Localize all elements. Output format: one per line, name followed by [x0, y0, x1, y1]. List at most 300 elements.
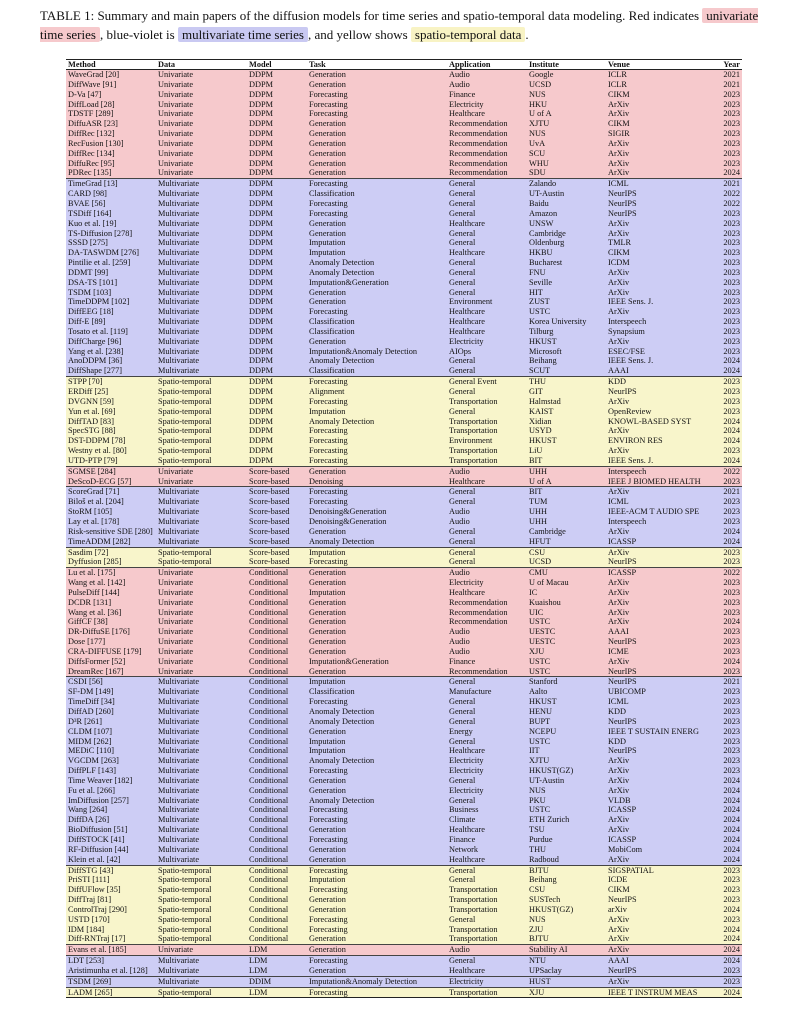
- cell-task: Imputation&Anomaly Detection: [307, 976, 447, 987]
- cell-data: Univariate: [156, 129, 247, 139]
- cell-task: Anomaly Detection: [307, 356, 447, 366]
- cell-method: Wang et al. [36]: [66, 608, 156, 618]
- cell-application: Electricity: [447, 100, 527, 110]
- cell-year: 2023: [710, 667, 742, 677]
- cell-application: Audio: [447, 637, 527, 647]
- cell-venue: ArXiv: [606, 588, 710, 598]
- cell-task: Generation: [307, 119, 447, 129]
- cell-application: General: [447, 697, 527, 707]
- cell-application: AIOps: [447, 347, 527, 357]
- cell-venue: KDD: [606, 737, 710, 747]
- cell-institute: Beihang: [527, 356, 606, 366]
- cell-data: Multivariate: [156, 288, 247, 298]
- cell-data: Multivariate: [156, 855, 247, 865]
- cell-task: Generation: [307, 667, 447, 677]
- cell-institute: UHH: [527, 517, 606, 527]
- cell-venue: Synapsium: [606, 327, 710, 337]
- cell-institute: NUS: [527, 915, 606, 925]
- cell-model: Conditional: [247, 915, 307, 925]
- cell-year: 2023: [710, 377, 742, 387]
- cell-data: Spatio-temporal: [156, 987, 247, 998]
- cell-method: SGMSE [284]: [66, 466, 156, 476]
- cell-year: 2021: [710, 70, 742, 80]
- table-row: [66, 487, 742, 497]
- cell-data: Multivariate: [156, 248, 247, 258]
- cell-institute: HKUST: [527, 436, 606, 446]
- cell-year: 2023: [710, 976, 742, 987]
- cell-year: 2024: [710, 825, 742, 835]
- cell-application: Audio: [447, 70, 527, 80]
- cell-method: ScoreGrad [71]: [66, 487, 156, 497]
- cell-institute: UT-Austin: [527, 776, 606, 786]
- cell-task: Denoising: [307, 477, 447, 487]
- cell-venue: NeurIPS: [606, 209, 710, 219]
- table-row: [66, 80, 742, 90]
- cell-task: Generation: [307, 934, 447, 944]
- cell-method: STPP [70]: [66, 377, 156, 387]
- cell-year: 2023: [710, 915, 742, 925]
- cell-year: 2024: [710, 905, 742, 915]
- cell-task: Generation: [307, 70, 447, 80]
- cell-method: DiffRec [134]: [66, 149, 156, 159]
- table-row: [66, 697, 742, 707]
- cell-venue: ICLR: [606, 70, 710, 80]
- cell-venue: NeurIPS: [606, 717, 710, 727]
- cell-application: General: [447, 407, 527, 417]
- cell-institute: UT-Austin: [527, 189, 606, 199]
- table-row: [66, 219, 742, 229]
- cell-institute: NUS: [527, 90, 606, 100]
- cell-venue: ArXiv: [606, 139, 710, 149]
- cell-data: Multivariate: [156, 677, 247, 687]
- cell-task: Imputation: [307, 588, 447, 598]
- cell-data: Spatio-temporal: [156, 915, 247, 925]
- cell-model: Conditional: [247, 578, 307, 588]
- cell-data: Multivariate: [156, 796, 247, 806]
- header-venue: Venue: [606, 60, 710, 70]
- cell-data: Spatio-temporal: [156, 426, 247, 436]
- cell-model: Conditional: [247, 637, 307, 647]
- cell-task: Classification: [307, 366, 447, 376]
- table-row: [66, 537, 742, 547]
- cell-data: Spatio-temporal: [156, 417, 247, 427]
- table-row: [66, 825, 742, 835]
- cell-method: SSSD [275]: [66, 238, 156, 248]
- cell-application: Business: [447, 805, 527, 815]
- table-row: [66, 168, 742, 178]
- cell-method: TimeDDPM [102]: [66, 297, 156, 307]
- caption-spatio-temporal-highlight: spatio-temporal data: [411, 27, 526, 42]
- cell-venue: ENVIRON RES: [606, 436, 710, 446]
- cell-task: Anomaly Detection: [307, 268, 447, 278]
- table-row: [66, 436, 742, 446]
- cell-venue: ArXiv: [606, 109, 710, 119]
- cell-method: IDM [184]: [66, 925, 156, 935]
- cell-year: 2023: [710, 159, 742, 169]
- cell-venue: SIGIR: [606, 129, 710, 139]
- cell-application: General: [447, 707, 527, 717]
- cell-method: CRA-DIFFUSE [179]: [66, 647, 156, 657]
- cell-model: DDPM: [247, 168, 307, 178]
- cell-venue: KDD: [606, 707, 710, 717]
- cell-data: Multivariate: [156, 199, 247, 209]
- cell-application: Energy: [447, 727, 527, 737]
- cell-year: 2023: [710, 209, 742, 219]
- cell-venue: ArXiv: [606, 934, 710, 944]
- cell-data: Multivariate: [156, 786, 247, 796]
- cell-task: Forecasting: [307, 987, 447, 998]
- cell-institute: UCSD: [527, 80, 606, 90]
- cell-application: Network: [447, 845, 527, 855]
- cell-venue: ArXiv: [606, 815, 710, 825]
- cell-application: Climate: [447, 815, 527, 825]
- cell-method: SF-DM [149]: [66, 687, 156, 697]
- cell-task: Forecasting: [307, 307, 447, 317]
- cell-application: General: [447, 179, 527, 189]
- cell-application: Finance: [447, 835, 527, 845]
- cell-task: Generation: [307, 219, 447, 229]
- cell-data: Multivariate: [156, 737, 247, 747]
- cell-application: General: [447, 865, 527, 875]
- cell-application: General: [447, 915, 527, 925]
- cell-application: General Event: [447, 377, 527, 387]
- cell-institute: HKBU: [527, 248, 606, 258]
- cell-method: StoRM [105]: [66, 507, 156, 517]
- cell-institute: BIT: [527, 456, 606, 466]
- cell-institute: WHU: [527, 159, 606, 169]
- cell-data: Spatio-temporal: [156, 925, 247, 935]
- cell-task: Forecasting: [307, 209, 447, 219]
- cell-task: Generation: [307, 527, 447, 537]
- cell-data: Multivariate: [156, 517, 247, 527]
- table-row: [66, 966, 742, 976]
- cell-model: DDPM: [247, 179, 307, 189]
- cell-method: PriSTI [111]: [66, 875, 156, 885]
- cell-institute: SUSTech: [527, 895, 606, 905]
- cell-task: Generation: [307, 845, 447, 855]
- header-data: Data: [156, 60, 247, 70]
- caption-multivariate-highlight: multivariate time series: [178, 27, 308, 42]
- cell-method: PDRec [135]: [66, 168, 156, 178]
- table-row: [66, 677, 742, 687]
- cell-data: Multivariate: [156, 317, 247, 327]
- cell-model: Conditional: [247, 895, 307, 905]
- cell-task: Imputation: [307, 746, 447, 756]
- table-row: [66, 109, 742, 119]
- cell-institute: XJTU: [527, 119, 606, 129]
- cell-institute: Purdue: [527, 835, 606, 845]
- cell-data: Univariate: [156, 578, 247, 588]
- cell-institute: NTU: [527, 956, 606, 966]
- cell-data: Multivariate: [156, 835, 247, 845]
- table-row: [66, 426, 742, 436]
- cell-model: Conditional: [247, 835, 307, 845]
- cell-venue: ArXiv: [606, 159, 710, 169]
- cell-venue: ArXiv: [606, 598, 710, 608]
- header-year: Year: [710, 60, 742, 70]
- cell-venue: ArXiv: [606, 786, 710, 796]
- cell-year: 2023: [710, 687, 742, 697]
- cell-year: 2023: [710, 637, 742, 647]
- cell-data: Multivariate: [156, 825, 247, 835]
- cell-year: 2023: [710, 966, 742, 976]
- cell-task: Forecasting: [307, 766, 447, 776]
- cell-year: 2023: [710, 139, 742, 149]
- table-row: [66, 796, 742, 806]
- cell-method: RecFusion [130]: [66, 139, 156, 149]
- cell-method: DiffRec [132]: [66, 129, 156, 139]
- cell-method: Tosato et al. [119]: [66, 327, 156, 337]
- cell-model: DDPM: [247, 377, 307, 387]
- cell-model: DDPM: [247, 407, 307, 417]
- cell-application: Healthcare: [447, 588, 527, 598]
- cell-method: WaveGrad [20]: [66, 70, 156, 80]
- cell-model: DDPM: [247, 426, 307, 436]
- cell-data: Univariate: [156, 477, 247, 487]
- cell-institute: UHH: [527, 507, 606, 517]
- cell-method: DiffuRec [95]: [66, 159, 156, 169]
- cell-method: DiffuASR [23]: [66, 119, 156, 129]
- cell-year: 2023: [710, 317, 742, 327]
- header-method: Method: [66, 60, 156, 70]
- cell-method: Dyffusion [285]: [66, 557, 156, 567]
- cell-method: TSDM [269]: [66, 976, 156, 987]
- cell-model: Score-based: [247, 487, 307, 497]
- cell-venue: IEEE Sens. J.: [606, 356, 710, 366]
- cell-year: 2024: [710, 456, 742, 466]
- cell-method: Aristimunha et al. [128]: [66, 966, 156, 976]
- cell-application: Finance: [447, 90, 527, 100]
- cell-year: 2023: [710, 727, 742, 737]
- table-row: [66, 407, 742, 417]
- cell-data: Univariate: [156, 139, 247, 149]
- cell-application: Transportation: [447, 446, 527, 456]
- cell-data: Spatio-temporal: [156, 407, 247, 417]
- cell-task: Anomaly Detection: [307, 707, 447, 717]
- cell-model: Conditional: [247, 657, 307, 667]
- cell-year: 2023: [710, 248, 742, 258]
- cell-application: Healthcare: [447, 307, 527, 317]
- cell-task: Imputation: [307, 547, 447, 557]
- cell-task: Forecasting: [307, 426, 447, 436]
- cell-task: Generation: [307, 598, 447, 608]
- cell-task: Anomaly Detection: [307, 537, 447, 547]
- cell-year: 2023: [710, 297, 742, 307]
- cell-model: Conditional: [247, 925, 307, 935]
- cell-venue: MobiCom: [606, 845, 710, 855]
- cell-application: General: [447, 776, 527, 786]
- cell-method: DiffLoad [28]: [66, 100, 156, 110]
- cell-venue: VLDB: [606, 796, 710, 806]
- cell-task: Forecasting: [307, 199, 447, 209]
- cell-institute: XJTU: [527, 756, 606, 766]
- cell-data: Spatio-temporal: [156, 436, 247, 446]
- cell-application: General: [447, 487, 527, 497]
- cell-model: Conditional: [247, 608, 307, 618]
- cell-institute: HKUST(GZ): [527, 905, 606, 915]
- cell-method: DiffTraj [81]: [66, 895, 156, 905]
- cell-institute: GIT: [527, 387, 606, 397]
- cell-venue: ArXiv: [606, 855, 710, 865]
- table-row: [66, 687, 742, 697]
- cell-application: Transportation: [447, 934, 527, 944]
- cell-application: General: [447, 258, 527, 268]
- cell-year: 2023: [710, 497, 742, 507]
- cell-data: Multivariate: [156, 805, 247, 815]
- cell-model: LDM: [247, 956, 307, 966]
- cell-institute: HFUT: [527, 537, 606, 547]
- cell-method: DiffSTOCK [41]: [66, 835, 156, 845]
- cell-year: 2024: [710, 776, 742, 786]
- cell-task: Forecasting: [307, 109, 447, 119]
- cell-method: DR-DiffuSE [176]: [66, 627, 156, 637]
- cell-year: 2023: [710, 149, 742, 159]
- table-row: [66, 517, 742, 527]
- cell-institute: Seville: [527, 278, 606, 288]
- cell-data: Multivariate: [156, 278, 247, 288]
- cell-venue: ArXiv: [606, 915, 710, 925]
- cell-year: 2023: [710, 407, 742, 417]
- table-row: [66, 766, 742, 776]
- cell-year: 2023: [710, 697, 742, 707]
- cell-method: DiffPLF [143]: [66, 766, 156, 776]
- cell-application: Audio: [447, 568, 527, 578]
- cell-institute: U of A: [527, 109, 606, 119]
- cell-institute: USYD: [527, 426, 606, 436]
- cell-model: Conditional: [247, 825, 307, 835]
- cell-institute: HKUST: [527, 697, 606, 707]
- cell-data: Multivariate: [156, 179, 247, 189]
- cell-venue: Interspeech: [606, 317, 710, 327]
- table-row: [66, 307, 742, 317]
- cell-task: Forecasting: [307, 100, 447, 110]
- table-row: [66, 70, 742, 80]
- table-row: [66, 288, 742, 298]
- cell-year: 2024: [710, 356, 742, 366]
- cell-institute: Cambridge: [527, 229, 606, 239]
- cell-model: DDPM: [247, 100, 307, 110]
- cell-method: DeScoD-ECG [57]: [66, 477, 156, 487]
- cell-application: General: [447, 356, 527, 366]
- cell-method: Lay et al. [178]: [66, 517, 156, 527]
- header-task: Task: [307, 60, 447, 70]
- cell-task: Denoising&Generation: [307, 517, 447, 527]
- table-row: [66, 417, 742, 427]
- cell-year: 2023: [710, 100, 742, 110]
- cell-method: Sasdim [72]: [66, 547, 156, 557]
- cell-data: Multivariate: [156, 337, 247, 347]
- cell-year: 2023: [710, 547, 742, 557]
- table-row: [66, 337, 742, 347]
- cell-year: 2023: [710, 278, 742, 288]
- cell-application: Audio: [447, 80, 527, 90]
- cell-method: TSDM [103]: [66, 288, 156, 298]
- cell-model: Score-based: [247, 466, 307, 476]
- cell-model: DDPM: [247, 417, 307, 427]
- cell-application: Manufacture: [447, 687, 527, 697]
- cell-year: 2024: [710, 925, 742, 935]
- cell-year: 2024: [710, 815, 742, 825]
- cell-task: Forecasting: [307, 397, 447, 407]
- cell-model: DDPM: [247, 387, 307, 397]
- cell-data: Multivariate: [156, 258, 247, 268]
- cell-institute: HKUST: [527, 337, 606, 347]
- cell-method: Pintilie et al. [259]: [66, 258, 156, 268]
- cell-model: DDPM: [247, 119, 307, 129]
- cell-application: Recommendation: [447, 667, 527, 677]
- cell-model: Score-based: [247, 547, 307, 557]
- cell-model: Conditional: [247, 786, 307, 796]
- cell-year: 2024: [710, 657, 742, 667]
- cell-institute: CSU: [527, 885, 606, 895]
- cell-method: DiffCharge [96]: [66, 337, 156, 347]
- cell-task: Imputation: [307, 238, 447, 248]
- cell-task: Generation: [307, 149, 447, 159]
- cell-application: Electricity: [447, 578, 527, 588]
- cell-venue: ArXiv: [606, 766, 710, 776]
- cell-method: Wang [264]: [66, 805, 156, 815]
- cell-year: 2023: [710, 327, 742, 337]
- cell-venue: CIKM: [606, 885, 710, 895]
- cell-application: General: [447, 717, 527, 727]
- table-row: [66, 805, 742, 815]
- cell-model: DDPM: [247, 90, 307, 100]
- cell-application: Electricity: [447, 786, 527, 796]
- cell-institute: Cambridge: [527, 527, 606, 537]
- cell-task: Forecasting: [307, 956, 447, 966]
- cell-model: Score-based: [247, 557, 307, 567]
- cell-model: Conditional: [247, 617, 307, 627]
- cell-institute: UPSaclay: [527, 966, 606, 976]
- cell-venue: NeurIPS: [606, 189, 710, 199]
- cell-model: DDPM: [247, 456, 307, 466]
- cell-model: Conditional: [247, 805, 307, 815]
- cell-application: Audio: [447, 517, 527, 527]
- table-row: [66, 497, 742, 507]
- cell-task: Classification: [307, 189, 447, 199]
- cell-year: 2023: [710, 557, 742, 567]
- cell-model: DDPM: [247, 397, 307, 407]
- cell-task: Forecasting: [307, 815, 447, 825]
- cell-application: Audio: [447, 507, 527, 517]
- cell-data: Multivariate: [156, 966, 247, 976]
- cell-institute: BUPT: [527, 717, 606, 727]
- cell-model: DDPM: [247, 278, 307, 288]
- cell-year: 2023: [710, 746, 742, 756]
- cell-method: Risk-sensitive SDE [280]: [66, 527, 156, 537]
- cell-data: Multivariate: [156, 238, 247, 248]
- table-row: [66, 477, 742, 487]
- cell-application: Environment: [447, 297, 527, 307]
- cell-venue: ArXiv: [606, 756, 710, 766]
- cell-venue: Interspeech: [606, 466, 710, 476]
- cell-model: Score-based: [247, 527, 307, 537]
- cell-method: DreamRec [167]: [66, 667, 156, 677]
- cell-model: DDPM: [247, 238, 307, 248]
- cell-data: Univariate: [156, 119, 247, 129]
- table-row: [66, 366, 742, 376]
- cell-method: TSDiff [164]: [66, 209, 156, 219]
- table-row: [66, 976, 742, 987]
- cell-year: 2024: [710, 537, 742, 547]
- cell-data: Spatio-temporal: [156, 397, 247, 407]
- cell-model: Conditional: [247, 905, 307, 915]
- cell-model: DDPM: [247, 209, 307, 219]
- cell-venue: ArXiv: [606, 976, 710, 987]
- cell-model: Conditional: [247, 815, 307, 825]
- cell-venue: ArXiv: [606, 527, 710, 537]
- table-row: [66, 875, 742, 885]
